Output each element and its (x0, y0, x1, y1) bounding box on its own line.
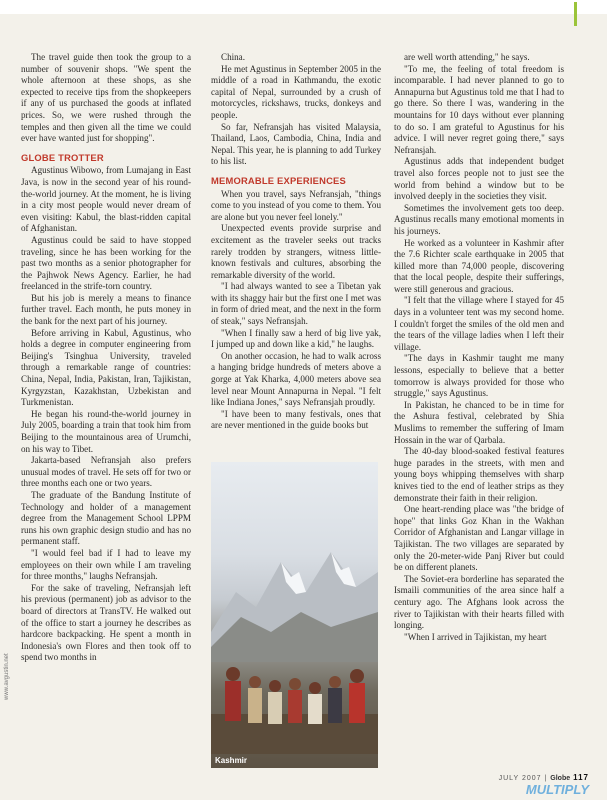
paragraph: The travel guide then took the group to a number of souvenir shops. "We spent the whole afternoon at these shops, as she expected to receive tips from the shopkeepers if any of us purchased the goods at inflated prices. So, we were rushed through the temples and then given all the time we could ever have wanted just for shopping". (21, 52, 191, 144)
photo-caption: Kashmir (215, 756, 248, 765)
magazine-page (0, 14, 607, 800)
mountain-illustration (211, 522, 378, 662)
paragraph: Jakarta-based Nefransjah also prefers unusual modes of travel. He sets off for two or three months each one or two years. (21, 455, 191, 489)
paragraph: "I have been to many festivals, ones that are never mentioned in the guide books but (211, 408, 381, 431)
paragraph: On another occasion, he had to walk across a hanging bridge hundreds of meters above a gorge at Yak Kharka, 4,000 meters above sea level near Mount Annapurna in Nepal. "I felt like Indiana Jones," says Nefransjah proudly. (211, 350, 381, 408)
paragraph: So far, Nefransjah has visited Malaysia, Thailand, Laos, Cambodia, China, India and Nepal. This year, he is planning to add Turkey to his list. (211, 121, 381, 167)
side-url: www.avgustin.net (4, 653, 10, 700)
paragraph: "When I arrived in Tajikistan, my heart (404, 631, 547, 642)
paragraph: "I would feel bad if I had to leave my employees on their own while I am traveling for three months," laughs Nefransjah. (21, 547, 191, 582)
paragraph: He worked as a volunteer in Kashmir after the 7.6 Richter scale earthquake in 2005 that killed more than 74,000 people, discovering that the local people, despite their sufferings, were still generous and gracious. (394, 237, 564, 294)
paragraph: "When I finally saw a herd of big live yak, I jumped up and down like a kid," he laughs. (211, 327, 381, 350)
page-number: 117 (573, 773, 589, 782)
kashmir-photo (211, 462, 378, 768)
paragraph: The graduate of the Bandung Institute of Technology and holder of a management degree from the Management School LPPM runs his own graphic design studio and has no permanent staff. (21, 489, 191, 547)
section-heading-memorable-experiences: MEMORABLE EXPERIENCES (211, 174, 346, 186)
multiply-watermark: MULTIPLY (525, 782, 589, 797)
top-edge (0, 0, 607, 14)
section-heading-globe-trotter: GLOBE TROTTER (21, 151, 104, 163)
paragraph: "I had always wanted to see a Tibetan yak with its shaggy hair but the first one I met was in form of dried meat, and the next in the form of steak," says Nefransjah. (211, 281, 381, 327)
paragraph: The Soviet-era borderline has separated the Ismaili communities of the area since half a century ago. The Afghans look across the river to Tajikistan with their hearts filled with longing. (394, 573, 564, 631)
issue-date: JULY 2007 (498, 775, 542, 782)
page-footer: JULY 2007 | Globe 117 (498, 773, 589, 782)
paragraph: He began his round-the-world journey in July 2005, boarding a train that took him from Beijing to the mountainous area of Urumchi, on his way to Tibet. (21, 408, 191, 454)
column-2 (211, 52, 381, 482)
paragraph: Unexpected events provide surprise and excitement as the traveler seeks out tracks rarely trodden by strangers, witness little-known festivals and cultures, absorbing the remarkable diversity of the world. (211, 223, 381, 280)
paragraph: "To me, the feeling of total freedom is incomparable. I had never planned to go to Annapurna but Agustinus told me that I had to go there. So there I was, wandering in the mountains for 10 days without ever planning to do so. I am grateful to Agustinus for his advice. I will never regret going there," says Nefransjah. (394, 63, 564, 155)
column-1 (21, 52, 191, 756)
column-3 (394, 52, 564, 756)
paragraph: When you travel, says Nefransjah, "things come to you instead of you come to them. You are alone but you never feel lonely." (211, 188, 381, 222)
paragraph: "The days in Kashmir taught me many lessons, especially to believe that a better tomorrow is always provided for those who struggle," says Agustinus. (394, 353, 564, 399)
paragraph: Agustinus could be said to have stopped traveling, since he has been working for the past two months as a senior photographer for the Pajhwok News Agency. Earlier, he had freelanced in the strife-torn country. (21, 234, 191, 292)
paragraph: He met Agustinus in September 2005 in the middle of a road in Kathmandu, the exotic capital of Nepal, surrounded by a crush of motorcycles, rickshaws, trucks, donkeys and people. (211, 63, 381, 120)
paragraph: Before arriving in Kabul, Agustinus, who holds a degree in computer engineering from Beijing's Tsinghua University, traveled through a remarkable range of countries: China, Nepal, India, Pakistan, Iran, Tajikistan, Kyrgyzstan, Kazakhstan, Uzbekistan and Turkmenistan. (21, 327, 191, 408)
paragraph: For the sake of traveling, Nefransjah left his previous (permanent) job as advisor to the board of directors at TransTV. He walked out of the office to start a journey he describes as hardcore backpacking. He spent a month in Indonesia's own Flores and then took off to spend two months in (21, 582, 191, 663)
paragraph: Agustinus adds that independent budget travel also forces people not to just see the world from behind a window but to be involved deeply in the societies they visit. (394, 156, 564, 202)
paragraph: Sometimes the involvement gets too deep. Agustinus recalls many emotional moments in his journeys. (394, 202, 564, 236)
paragraph: China. (221, 52, 245, 62)
paragraph: One heart-rending place was "the bridge of hope" that links Goz Khan in the Wakhan Corridor of Afghanistan and Langar village in Tajikistan. The two villages are separated by only the 20-meter-wide Panj River but could be on different planets. (394, 504, 564, 573)
paragraph: The 40-day blood-soaked festival features huge parades in the streets, with men and young boys whipping themselves with sharp knives tied to the end of leather strips as they demonstrate their faith in their religion. (394, 446, 564, 503)
children-group-illustration (211, 644, 378, 754)
paragraph: Agustinus Wibowo, from Lumajang in East Java, is now in the second year of his round-the-world journey. At the moment, he is living in a city most people would never dream of even visiting: Kabul, the blast-ridden capital of Afghanistan. (21, 165, 191, 234)
paragraph: are well worth attending," he says. (404, 52, 530, 62)
paragraph: In Pakistan, he chanced to be in time for the Ashura festival, celebrated by Shia Muslims to remember the suffering of Imam Hossain in the war of Qarbala. (394, 399, 564, 445)
magazine-name: Globe (550, 775, 571, 782)
paragraph: "I felt that the village where I stayed for 45 days in a volunteer tent was my second home. I couldn't forget the smiles of the old men and the tears of the village ladies when I left their village. (394, 295, 564, 352)
paragraph: But his job is merely a means to finance further travel. Each month, he puts money in the bank for the next part of his journey. (21, 292, 191, 327)
